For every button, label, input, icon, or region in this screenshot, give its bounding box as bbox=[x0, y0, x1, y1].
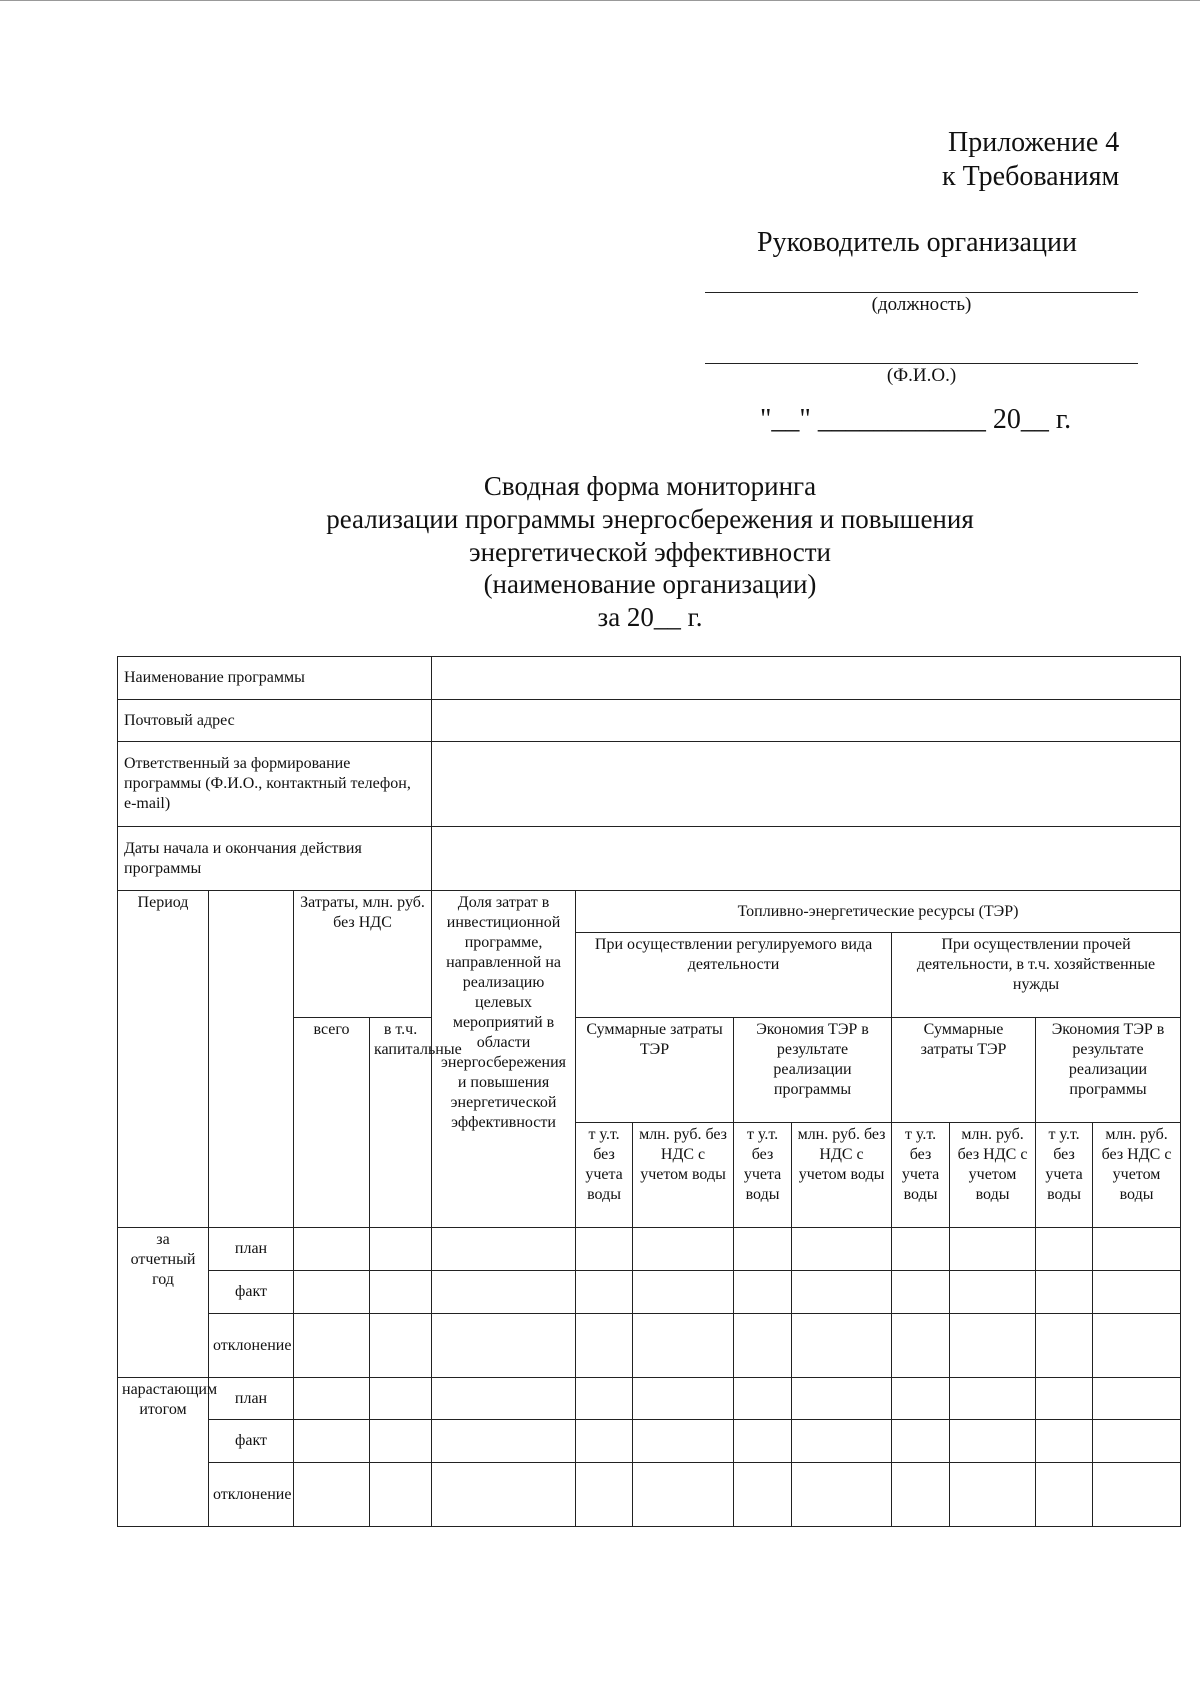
program-name-label: Наименование программы bbox=[118, 657, 432, 700]
data-cell[interactable] bbox=[294, 1228, 370, 1271]
data-cell[interactable] bbox=[792, 1271, 892, 1314]
table-row bbox=[118, 1314, 1181, 1378]
data-cell[interactable] bbox=[792, 1228, 892, 1271]
table-row bbox=[118, 1228, 1181, 1271]
form-title-line-1: Сводная форма мониторинга bbox=[483, 471, 817, 501]
data-cell[interactable] bbox=[1036, 1463, 1093, 1527]
responsible-field[interactable] bbox=[432, 742, 1181, 827]
data-cell[interactable] bbox=[1036, 1420, 1093, 1463]
data-cell[interactable] bbox=[576, 1463, 633, 1527]
data-cell[interactable] bbox=[892, 1463, 950, 1527]
responsible-label: Ответственный за формирование программы (Ф.И.О., контактный телефон, e-mail) bbox=[118, 742, 432, 827]
deviation-label: отклонение bbox=[209, 1463, 294, 1527]
data-cell[interactable] bbox=[432, 1463, 576, 1527]
info-row-responsible bbox=[118, 742, 1181, 827]
table-row bbox=[118, 1420, 1181, 1463]
data-cell[interactable] bbox=[294, 1271, 370, 1314]
costs-header: Затраты, млн. руб. без НДС bbox=[294, 891, 432, 1018]
data-cell[interactable] bbox=[432, 1271, 576, 1314]
header-row-1 bbox=[118, 891, 1181, 933]
data-cell[interactable] bbox=[294, 1420, 370, 1463]
form-title-line-3: энергетической эффективности bbox=[469, 537, 831, 567]
data-cell[interactable] bbox=[370, 1463, 432, 1527]
other-savings-header: Экономия ТЭР в результате реализации программы bbox=[1036, 1018, 1181, 1123]
appendix-number: Приложение 4 bbox=[948, 127, 1120, 158]
deviation-label: отклонение bbox=[209, 1314, 294, 1378]
data-cell[interactable] bbox=[370, 1378, 432, 1420]
page-top-border bbox=[0, 0, 1200, 1]
data-cell[interactable] bbox=[576, 1378, 633, 1420]
data-cell[interactable] bbox=[1093, 1271, 1181, 1314]
data-cell[interactable] bbox=[633, 1463, 734, 1527]
data-cell[interactable] bbox=[1093, 1420, 1181, 1463]
regulated-total-costs-header: Суммарные затраты ТЭР bbox=[576, 1018, 734, 1123]
data-cell[interactable] bbox=[734, 1314, 792, 1378]
table-row bbox=[118, 1463, 1181, 1527]
data-cell[interactable] bbox=[1093, 1314, 1181, 1378]
data-cell[interactable] bbox=[294, 1314, 370, 1378]
unit-tut-header: т у.т. без учета воды bbox=[576, 1123, 633, 1228]
data-cell[interactable] bbox=[370, 1314, 432, 1378]
unit-rub-header: млн. руб. без НДС с учетом воды bbox=[950, 1123, 1036, 1228]
data-cell[interactable] bbox=[950, 1314, 1036, 1378]
dates-field[interactable] bbox=[432, 827, 1181, 891]
data-cell[interactable] bbox=[576, 1228, 633, 1271]
position-signature-line bbox=[705, 292, 1138, 293]
data-cell[interactable] bbox=[792, 1378, 892, 1420]
data-cell[interactable] bbox=[576, 1420, 633, 1463]
unit-rub-header: млн. руб. без НДС с учетом воды bbox=[792, 1123, 892, 1228]
data-cell[interactable] bbox=[1036, 1228, 1093, 1271]
form-title-line-4: (наименование организации) bbox=[483, 569, 817, 599]
data-cell[interactable] bbox=[950, 1420, 1036, 1463]
data-cell[interactable] bbox=[950, 1271, 1036, 1314]
data-cell[interactable] bbox=[1036, 1314, 1093, 1378]
data-cell[interactable] bbox=[432, 1378, 576, 1420]
info-row-postal-address bbox=[118, 700, 1181, 742]
data-cell[interactable] bbox=[633, 1271, 734, 1314]
ter-header: Топливно-энергетические ресурсы (ТЭР) bbox=[576, 891, 1181, 933]
table-row bbox=[118, 1378, 1181, 1420]
program-name-field[interactable] bbox=[432, 657, 1181, 700]
costs-total-header: всего bbox=[294, 1018, 370, 1228]
monitoring-form-table bbox=[117, 656, 1181, 1527]
info-row-program-name bbox=[118, 657, 1181, 700]
data-cell[interactable] bbox=[370, 1420, 432, 1463]
cumulative-label: нарастающим итогом bbox=[118, 1378, 209, 1527]
data-cell[interactable] bbox=[892, 1271, 950, 1314]
data-cell[interactable] bbox=[892, 1420, 950, 1463]
data-cell[interactable] bbox=[633, 1314, 734, 1378]
data-cell[interactable] bbox=[792, 1420, 892, 1463]
data-cell[interactable] bbox=[734, 1378, 792, 1420]
period-header: Период bbox=[118, 891, 209, 1228]
plan-label: план bbox=[209, 1378, 294, 1420]
data-cell[interactable] bbox=[734, 1463, 792, 1527]
unit-rub-header: млн. руб. без НДС с учетом воды bbox=[1093, 1123, 1181, 1228]
position-caption: (должность) bbox=[871, 294, 972, 315]
head-of-organization: Руководитель организации bbox=[757, 227, 1077, 258]
fio-signature-line bbox=[705, 363, 1138, 364]
data-cell[interactable] bbox=[950, 1228, 1036, 1271]
data-cell[interactable] bbox=[370, 1271, 432, 1314]
info-row-dates bbox=[118, 827, 1181, 891]
data-cell[interactable] bbox=[892, 1314, 950, 1378]
table-row bbox=[118, 1271, 1181, 1314]
date-line: "__" ____________ 20__ г. bbox=[760, 404, 1072, 435]
data-cell[interactable] bbox=[950, 1378, 1036, 1420]
other-activity-header: При осуществлении прочей деятельности, в т.ч. хозяйственные нужды bbox=[892, 933, 1181, 1018]
data-cell[interactable] bbox=[633, 1420, 734, 1463]
data-cell[interactable] bbox=[892, 1228, 950, 1271]
regulated-activity-header: При осуществлении регулируемого вида деятельности bbox=[576, 933, 892, 1018]
other-total-costs-header: Суммарные затраты ТЭР bbox=[892, 1018, 1036, 1123]
data-cell[interactable] bbox=[892, 1378, 950, 1420]
data-cell[interactable] bbox=[576, 1314, 633, 1378]
form-title-line-2: реализации программы энергосбережения и повышения bbox=[326, 504, 974, 534]
fio-caption: (Ф.И.О.) bbox=[886, 365, 957, 386]
data-cell[interactable] bbox=[370, 1228, 432, 1271]
data-cell[interactable] bbox=[1093, 1228, 1181, 1271]
dates-label: Даты начала и окончания действия программы bbox=[118, 827, 432, 891]
postal-address-label: Почтовый адрес bbox=[118, 700, 432, 742]
postal-address-field[interactable] bbox=[432, 700, 1181, 742]
data-cell[interactable] bbox=[792, 1314, 892, 1378]
unit-tut-header: т у.т. без учета воды bbox=[1036, 1123, 1093, 1228]
data-cell[interactable] bbox=[294, 1378, 370, 1420]
data-cell[interactable] bbox=[294, 1463, 370, 1527]
data-cell[interactable] bbox=[1036, 1378, 1093, 1420]
data-cell[interactable] bbox=[792, 1463, 892, 1527]
costs-capital-header: в т.ч. капитальные bbox=[370, 1018, 432, 1228]
plan-label: план bbox=[209, 1228, 294, 1271]
data-cell[interactable] bbox=[950, 1463, 1036, 1527]
data-cell[interactable] bbox=[734, 1228, 792, 1271]
data-cell[interactable] bbox=[576, 1271, 633, 1314]
unit-rub-header: млн. руб. без НДС с учетом воды bbox=[633, 1123, 734, 1228]
form-title-line-5: за 20__ г. bbox=[597, 602, 703, 632]
data-cell[interactable] bbox=[734, 1271, 792, 1314]
data-cell[interactable] bbox=[633, 1378, 734, 1420]
data-cell[interactable] bbox=[432, 1228, 576, 1271]
data-cell[interactable] bbox=[734, 1420, 792, 1463]
share-header: Доля затрат в инвестиционной программе, направленной на реализацию целевых мероприятий в области энергосбережения и повышения энергетической эффективности bbox=[432, 891, 576, 1228]
appendix-reference: к Требованиям bbox=[942, 161, 1120, 192]
data-cell[interactable] bbox=[432, 1420, 576, 1463]
fact-label: факт bbox=[209, 1420, 294, 1463]
unit-tut-header: т у.т. без учета воды bbox=[892, 1123, 950, 1228]
data-cell[interactable] bbox=[1036, 1271, 1093, 1314]
data-cell[interactable] bbox=[1093, 1378, 1181, 1420]
unit-tut-header: т у.т. без учета воды bbox=[734, 1123, 792, 1228]
data-cell[interactable] bbox=[633, 1228, 734, 1271]
data-cell[interactable] bbox=[432, 1314, 576, 1378]
reporting-year-label: за отчетный год bbox=[118, 1228, 209, 1378]
regulated-savings-header: Экономия ТЭР в результате реализации программы bbox=[734, 1018, 892, 1123]
data-cell[interactable] bbox=[1093, 1463, 1181, 1527]
period-subheader-blank bbox=[209, 891, 294, 1228]
fact-label: факт bbox=[209, 1271, 294, 1314]
